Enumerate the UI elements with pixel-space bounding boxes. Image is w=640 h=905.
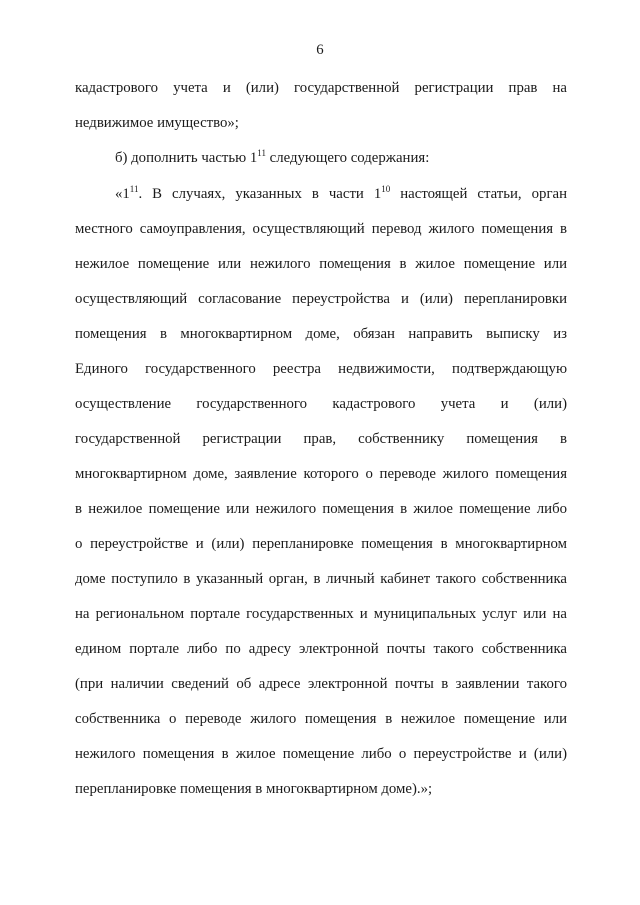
text-line: помещения в многоквартирном доме, обязан направить выписку из bbox=[75, 326, 567, 342]
text-fragment: настоящей статьи, орган bbox=[390, 186, 567, 202]
text-line: кадастрового учета и (или) государственной регистрации прав на bbox=[75, 80, 567, 96]
text-line: в нежилое помещение или нежилого помещения в жилое помещение либо bbox=[75, 501, 567, 517]
superscript: 11 bbox=[257, 148, 266, 158]
text-line: осуществление государственного кадастрового учета и (или) bbox=[75, 396, 567, 412]
text-line: осуществляющий согласование переустройства и (или) перепланировки bbox=[75, 291, 567, 307]
text-line: перепланировке помещения в многоквартирном доме).»; bbox=[75, 781, 433, 797]
text-line: недвижимое имущество»; bbox=[75, 115, 239, 131]
text-line: о переустройстве и (или) перепланировке помещения в многоквартирном bbox=[75, 536, 567, 552]
page-number: 6 bbox=[316, 42, 324, 58]
text-fragment: . В случаях, указанных в части 1 bbox=[138, 186, 382, 202]
text-fragment: следующего содержания: bbox=[265, 150, 430, 166]
superscript: 11 bbox=[129, 184, 139, 194]
paragraph-b-intro bbox=[115, 148, 567, 168]
paragraph-1-11-start bbox=[115, 184, 567, 204]
text-line: нежилое помещение или нежилого помещения в жилое помещение или bbox=[75, 256, 567, 272]
superscript: 10 bbox=[381, 184, 391, 194]
text-fragment: б) дополнить частью 1 bbox=[115, 150, 258, 166]
text-line: (при наличии сведений об адресе электронной почты в заявлении такого bbox=[75, 676, 567, 692]
text-fragment: «1 bbox=[115, 186, 130, 202]
text-line: многоквартирном доме, заявление которого о переводе жилого помещения bbox=[75, 466, 567, 482]
text-line: государственной регистрации прав, собственнику помещения в bbox=[75, 431, 567, 447]
text-line: нежилого помещения в жилое помещение либо о переустройстве и (или) bbox=[75, 746, 567, 762]
text-line: едином портале либо по адресу электронной почты такого собственника bbox=[75, 641, 567, 657]
text-line: доме поступило в указанный орган, в личный кабинет такого собственника bbox=[75, 571, 567, 587]
text-line: собственника о переводе жилого помещения в нежилое помещение или bbox=[75, 711, 567, 727]
text-line: Единого государственного реестра недвижимости, подтверждающую bbox=[75, 361, 567, 377]
text-line: местного самоуправления, осуществляющий перевод жилого помещения в bbox=[75, 221, 567, 237]
text-line: на региональном портале государственных и муниципальных услуг или на bbox=[75, 606, 567, 622]
